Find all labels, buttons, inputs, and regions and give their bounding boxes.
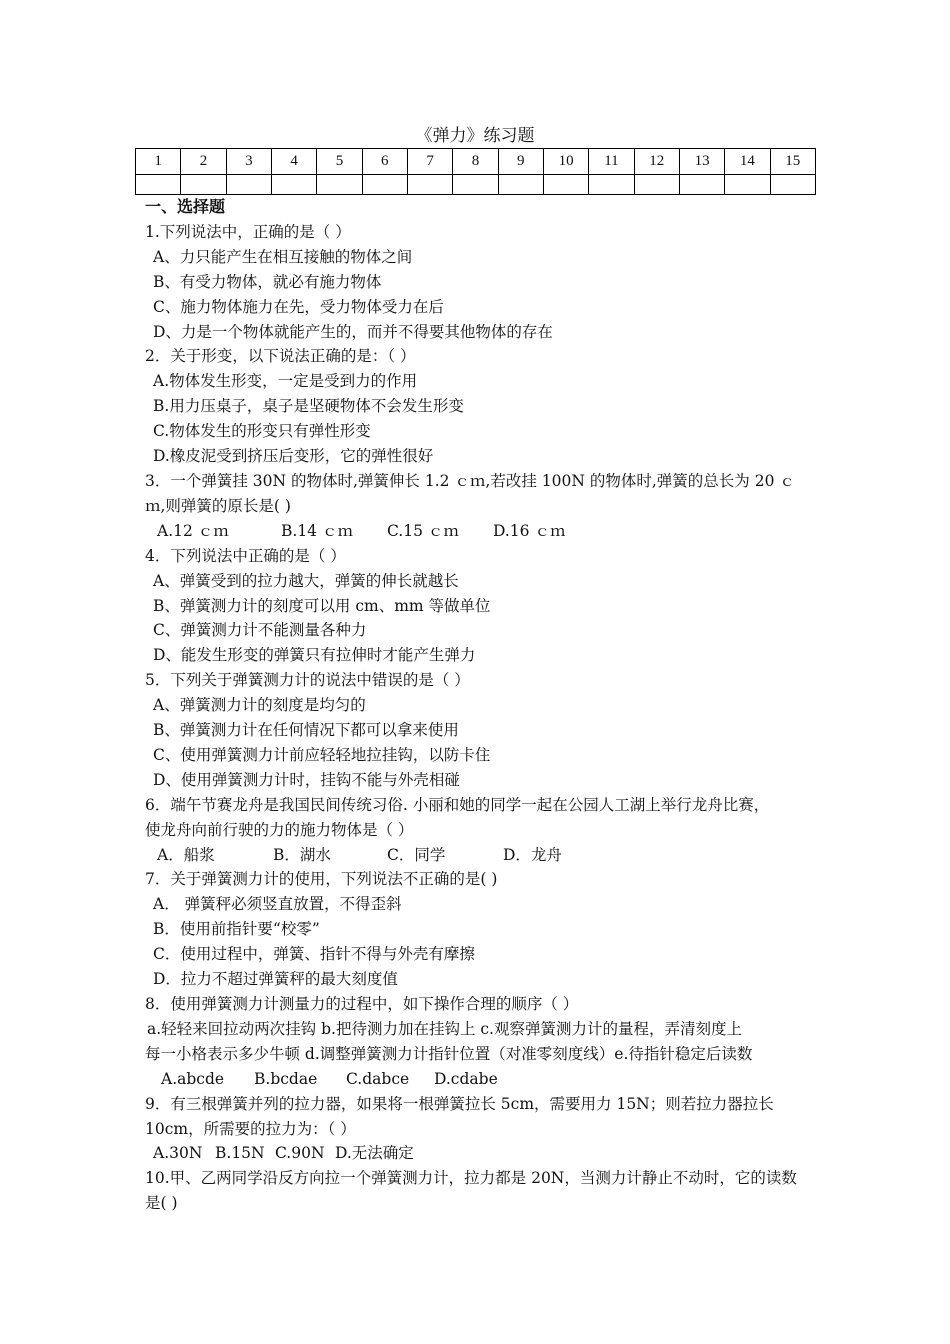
question-4-option-a: A、弹簧受到的拉力越大，弹簧的伸长就越长 xyxy=(153,571,459,590)
answer-number-cell: 2 xyxy=(181,149,226,175)
question-4-option-c: C、弹簧测力计不能测量各种力 xyxy=(153,621,367,640)
question-10-stem: 10.甲、乙两同学沿反方向拉一个弹簧测力计，拉力都是 20N，当测力计静止不动时，它的读数 xyxy=(145,1169,797,1188)
question-list xyxy=(145,195,810,1216)
question-6-options xyxy=(145,843,810,868)
answer-number-cell: 12 xyxy=(634,149,679,175)
answer-number-cell: 14 xyxy=(725,149,770,175)
question-3-options xyxy=(145,519,810,544)
question-5-stem: 5．下列关于弹簧测力计的说法中错误的是（ ） xyxy=(145,671,470,690)
question-8-option-c: C.dabce xyxy=(346,1069,410,1088)
question-8-steps-line-2: 每一小格表示多少牛顿 d.调整弹簧测力计指针位置（对准零刻度线）e.待指针稳定后读数 xyxy=(145,1044,753,1063)
question-4-stem: 4．下列说法中正确的是（ ） xyxy=(145,546,346,565)
question-9-option-b: B.15N xyxy=(215,1144,265,1163)
question-6-stem: 6．端午节赛龙舟是我国民间传统习俗. 小丽和她的同学一起在公园人工湖上举行龙舟比赛， xyxy=(145,795,770,814)
question-8-steps-line-1: a.轻轻来回拉动两次挂钩 b.把待测力加在挂钩上 c.观察弹簧测力计的量程，弄清刻度上 xyxy=(147,1019,742,1038)
answer-number-cell: 3 xyxy=(226,149,271,175)
answer-blank-cell[interactable] xyxy=(770,175,815,195)
answer-table-blank-row xyxy=(136,175,816,195)
question-8-options xyxy=(145,1067,810,1092)
question-1-option-b: B、有受力物体，就必有施力物体 xyxy=(153,272,382,291)
question-8-option-a: A.abcde xyxy=(161,1069,225,1088)
question-2-option-b: B.用力压桌子，桌子是坚硬物体不会发生形变 xyxy=(153,397,464,416)
question-1-option-d: D、力是一个物体就能产生的，而并不得要其他物体的存在 xyxy=(153,322,553,341)
answer-blank-cell[interactable] xyxy=(679,175,724,195)
question-3-option-b: B.14 ｃｍ xyxy=(281,521,353,540)
answer-blank-cell[interactable] xyxy=(543,175,588,195)
page-title: 《弹力》练习题 xyxy=(415,126,535,146)
question-3-stem: 3．一个弹簧挂 30N 的物体时,弹簧伸长 1.2 ｃｍ,若改挂 100N 的物体时,弹簧的总长为 20 ｃ xyxy=(145,471,795,490)
question-3-option-c: C.15 ｃｍ xyxy=(387,521,459,540)
answer-table-number-row xyxy=(136,149,816,175)
question-9-option-d: D.无法确定 xyxy=(335,1144,414,1163)
question-9-stem: 9．有三根弹簧并列的拉力器，如果将一根弹簧拉长 5cm，需要用力 15N；则若拉力器拉长 xyxy=(145,1094,774,1113)
question-2-stem: 2．关于形变，以下说法正确的是：（ ） xyxy=(145,347,416,366)
answer-blank-cell[interactable] xyxy=(181,175,226,195)
question-5-option-d: D、使用弹簧测力计时，挂钩不能与外壳相碰 xyxy=(153,770,460,789)
question-6-stem-continued: 使龙舟向前行驶的力的施力物体是（ ） xyxy=(145,820,414,839)
answer-blank-cell[interactable] xyxy=(362,175,407,195)
question-9-option-a: A.30N xyxy=(153,1144,203,1163)
answer-number-cell: 6 xyxy=(362,149,407,175)
question-3-option-a: A.12 ｃｍ xyxy=(157,521,229,540)
answer-number-cell: 1 xyxy=(136,149,181,175)
question-7-stem: 7．关于弹簧测力计的使用，下列说法不正确的是( ) xyxy=(145,870,498,889)
answer-number-cell: 10 xyxy=(543,149,588,175)
question-7-option-b: B．使用前指针要“校零” xyxy=(153,920,320,939)
answer-number-cell: 8 xyxy=(453,149,498,175)
question-9-option-c: C.90N xyxy=(275,1144,325,1163)
answer-blank-cell[interactable] xyxy=(634,175,679,195)
answer-number-cell: 7 xyxy=(407,149,452,175)
answer-number-cell: 4 xyxy=(271,149,316,175)
question-7-option-c: C．使用过程中，弹簧、指针不得与外壳有摩擦 xyxy=(153,945,475,964)
question-6-option-c: C．同学 xyxy=(387,845,446,864)
question-8-stem: 8．使用弹簧测力计测量力的过程中，如下操作合理的顺序（ ） xyxy=(145,995,579,1013)
question-1-option-c: C、施力物体施力在先，受力物体受力在后 xyxy=(153,297,444,316)
answer-number-cell: 13 xyxy=(679,149,724,175)
answer-blank-cell[interactable] xyxy=(589,175,634,195)
question-5-option-b: B、弹簧测力计在任何情况下都可以拿来使用 xyxy=(153,721,459,740)
question-2-option-d: D.橡皮泥受到挤压后变形，它的弹性很好 xyxy=(153,447,434,466)
answer-table xyxy=(135,148,816,195)
answer-blank-cell[interactable] xyxy=(725,175,770,195)
question-4-option-b: B、弹簧测力计的刻度可以用 cm、mm 等做单位 xyxy=(153,596,491,615)
question-6-option-b: B．湖水 xyxy=(273,845,331,864)
answer-number-cell: 11 xyxy=(589,149,634,175)
question-2-option-c: C.物体发生的形变只有弹性形变 xyxy=(153,422,371,441)
question-8-option-b: B.bcdae xyxy=(254,1069,318,1088)
question-2-option-a: A.物体发生形变，一定是受到力的作用 xyxy=(153,372,418,391)
answer-blank-cell[interactable] xyxy=(271,175,316,195)
answer-blank-cell[interactable] xyxy=(453,175,498,195)
question-8-option-d: D.cdabe xyxy=(434,1069,498,1088)
question-9-stem-continued: 10cm，所需要的拉力为：（ ） xyxy=(145,1119,356,1138)
answer-number-cell: 9 xyxy=(498,149,543,175)
question-9-options xyxy=(145,1141,810,1166)
answer-blank-cell[interactable] xyxy=(317,175,362,195)
question-6-option-a: A．船浆 xyxy=(157,845,215,864)
question-3-stem-continued: ｍ,则弹簧的原长是( ) xyxy=(145,496,291,515)
question-3-option-d: D.16 ｃｍ xyxy=(493,521,566,540)
section-title: 一、选择题 xyxy=(145,197,226,216)
question-4-option-d: D、能发生形变的弹簧只有拉伸时才能产生弹力 xyxy=(153,646,476,665)
answer-number-cell: 15 xyxy=(770,149,815,175)
answer-blank-cell[interactable] xyxy=(407,175,452,195)
answer-blank-cell[interactable] xyxy=(136,175,181,195)
answer-blank-cell[interactable] xyxy=(498,175,543,195)
question-1-stem: 1.下列说法中，正确的是（ ） xyxy=(145,222,351,241)
question-7-option-a: A． 弹簧秤必须竖直放置，不得歪斜 xyxy=(153,895,402,914)
answer-number-cell: 5 xyxy=(317,149,362,175)
question-5-option-c: C、使用弹簧测力计前应轻轻地拉挂钩，以防卡住 xyxy=(153,745,491,764)
question-6-option-d: D．龙舟 xyxy=(503,845,562,864)
question-7-option-d: D．拉力不超过弹簧秤的最大刻度值 xyxy=(153,970,398,989)
question-1-option-a: A、力只能产生在相互接触的物体之间 xyxy=(153,247,413,266)
question-5-option-a: A、弹簧测力计的刻度是均匀的 xyxy=(153,696,366,715)
answer-blank-cell[interactable] xyxy=(226,175,271,195)
question-10-stem-continued: 是( ) xyxy=(145,1194,178,1213)
